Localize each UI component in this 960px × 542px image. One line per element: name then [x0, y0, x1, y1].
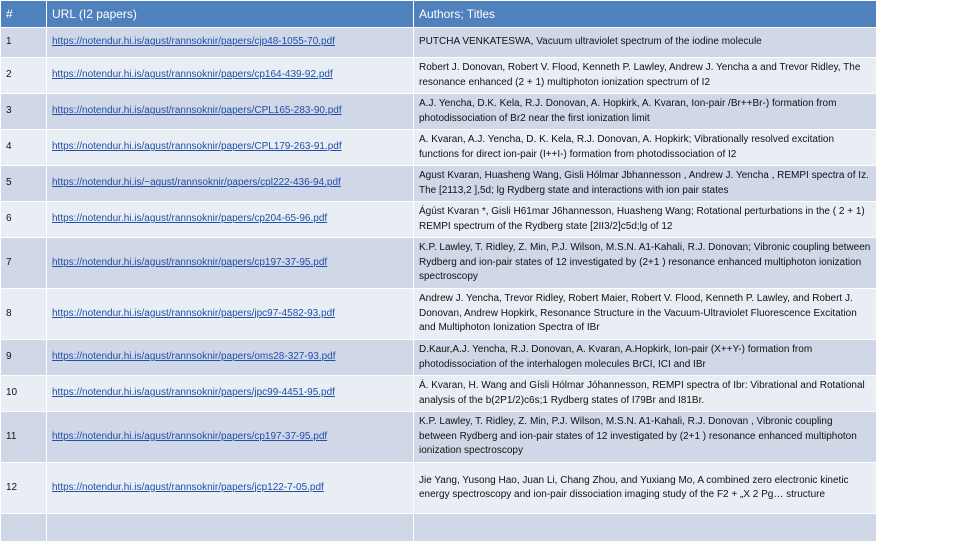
row-authors-title: A. Kvaran, A.J. Yencha, D. K. Kela, R.J. Donovan, A. Hopkirk; Vibrationally resolved excitation functions for direct ion-pair (I++I-) formation from photodissociation of I2 [414, 130, 877, 166]
row-number: 5 [1, 166, 47, 202]
paper-link[interactable]: https://notendur.hi.is/~agust/rannsoknir/papers/cpl222-436-94.pdf [52, 177, 341, 189]
row-number: 1 [1, 28, 47, 58]
paper-link[interactable]: https://notendur.hi.is/agust/rannsoknir/papers/cjp48-1055-70.pdf [52, 36, 335, 48]
row-authors-title: D.Kaur,A.J. Yencha, R.J. Donovan, A. Kvaran, A.Hopkirk, Ion-pair (X++Y-) formation from photodissociation of the interhalogen molecules BrCI, ICI and IBr [414, 340, 877, 376]
table-row [1, 340, 877, 376]
table-row [1, 412, 877, 463]
row-number: 11 [1, 412, 47, 463]
row-number: 4 [1, 130, 47, 166]
paper-link[interactable]: https://notendur.hi.is/agust/rannsoknir/papers/cp164-439-92.pdf [52, 69, 333, 81]
table-row [1, 289, 877, 340]
row-url-cell [47, 514, 414, 542]
row-authors-title: K.P. Lawley, T. Ridley, Z. Min, P.J. Wilson, M.S.N. A1-Kahali, R.J. Donovan; Vibronic coupling between Rydberg and ion-pair states of 12 investigated by (2+1 ) resonance enhanced multiphoton ionization spectroscopy [414, 238, 877, 289]
paper-link[interactable]: https://notendur.hi.is/agust/rannsoknir/papers/CPL165-283-90.pdf [52, 105, 342, 117]
row-url-cell [47, 94, 414, 130]
table-row [1, 202, 877, 238]
row-authors-title [414, 514, 877, 542]
row-number: 10 [1, 376, 47, 412]
row-number: 3 [1, 94, 47, 130]
table-row [1, 238, 877, 289]
row-url-cell [47, 166, 414, 202]
row-authors-title: Andrew J. Yencha, Trevor Ridley, Robert Maier, Robert V. Flood, Kenneth P. Lawley, and Robert J. Donovan, Andrew Hopkirk, Resonance Structure in the Vacuum-Ultraviolet Fluorescence Excitation and Multiphoton Ionization Spectra of IBr [414, 289, 877, 340]
row-url-cell [47, 130, 414, 166]
header-authors-titles: Authors; Titles [414, 1, 877, 28]
row-url-cell [47, 463, 414, 514]
row-url-cell [47, 340, 414, 376]
paper-link[interactable]: https://notendur.hi.is/agust/rannsoknir/papers/jpc97-4582-93.pdf [52, 307, 335, 319]
paper-link[interactable]: https://notendur.hi.is/agust/rannsoknir/papers/cp204-65-96.pdf [52, 213, 328, 225]
row-authors-title: Jie Yang, Yusong Hao, Juan Li, Chang Zhou, and Yuxiang Mo, A combined zero electronic kinetic energy spectroscopy and ion-pair dissociation imaging study of the F2 + „X 2 Pg… structure [414, 463, 877, 514]
row-authors-title: Ágúst Kvaran *, Gisli H61mar J6hannesson, Huasheng Wang; Rotational perturbations in the ( 2 + 1) REMPI spectrum of the Rydberg state [2II3/2]c5d;lg of 12 [414, 202, 877, 238]
row-number: 8 [1, 289, 47, 340]
row-authors-title: Agust Kvaran, Huasheng Wang, Gisli Hólmar Jbhannesson , Andrew J. Yencha , REMPI spectra of Iz. The [2113,2 ],5d; lg Rydberg state and interactions with ion pair states [414, 166, 877, 202]
row-authors-title: PUTCHA VENKATESWA, Vacuum ultraviolet spectrum of the iodine molecule [414, 28, 877, 58]
row-authors-title: A.J. Yencha, D.K. Kela, R.J. Donovan, A. Hopkirk, A. Kvaran, Ion-pair /Br++Br-) formation from photodissociation of Br2 near the first ionization limit [414, 94, 877, 130]
header-row [1, 1, 877, 28]
row-url-cell [47, 58, 414, 94]
row-number: 12 [1, 463, 47, 514]
table-row [1, 94, 877, 130]
table-row [1, 514, 877, 542]
row-url-cell [47, 412, 414, 463]
row-authors-title: Á. Kvaran, H. Wang and Gísli Hólmar Jóhannesson, REMPI spectra of Ibr: Vibrational and Rotational analysis of the b(2P1/2)c6s;1 Rydberg states of I79Br and I81Br. [414, 376, 877, 412]
row-url-cell [47, 376, 414, 412]
paper-link[interactable]: https://notendur.hi.is/agust/rannsoknir/papers/CPL179-263-91.pdf [52, 141, 342, 153]
row-number: 2 [1, 58, 47, 94]
row-url-cell [47, 238, 414, 289]
paper-link[interactable]: https://notendur.hi.is/agust/rannsoknir/papers/jpc99-4451-95.pdf [52, 387, 335, 399]
row-number: 6 [1, 202, 47, 238]
table-row [1, 130, 877, 166]
paper-link[interactable]: https://notendur.hi.is/agust/rannsoknir/papers/jcp122-7-05.pdf [52, 481, 324, 493]
header-number: # [1, 1, 47, 28]
paper-link[interactable]: https://notendur.hi.is/agust/rannsoknir/papers/cp197-37-95.pdf [52, 256, 328, 268]
paper-link[interactable]: https://notendur.hi.is/agust/rannsoknir/papers/oms28-327-93.pdf [52, 351, 336, 363]
table-row [1, 463, 877, 514]
table-row [1, 28, 877, 58]
paper-link[interactable]: https://notendur.hi.is/agust/rannsoknir/papers/cp197-37-95.pdf [52, 430, 328, 442]
row-url-cell [47, 202, 414, 238]
header-url: URL (I2 papers) [47, 1, 414, 28]
row-number: 9 [1, 340, 47, 376]
table-row [1, 376, 877, 412]
row-url-cell [47, 289, 414, 340]
table-row [1, 58, 877, 94]
row-url-cell [47, 28, 414, 58]
row-number: 7 [1, 238, 47, 289]
table-row [1, 166, 877, 202]
row-number [1, 514, 47, 542]
row-authors-title: K.P. Lawley, T. Ridley, Z. Min, P.J. Wilson, M.S.N. A1-Kahali, R.J. Donovan , Vibronic coupling between Rydberg and ion-pair states of 12 investigated by (2+1 ) resonance enhanced multiphoton ionization spectroscopy [414, 412, 877, 463]
row-authors-title: Robert J. Donovan, Robert V. Flood, Kenneth P. Lawley, Andrew J. Yencha a and Trevor Ridley, The resonance enhanced (2 + 1) multiphoton ionization spectrum of I2 [414, 58, 877, 94]
